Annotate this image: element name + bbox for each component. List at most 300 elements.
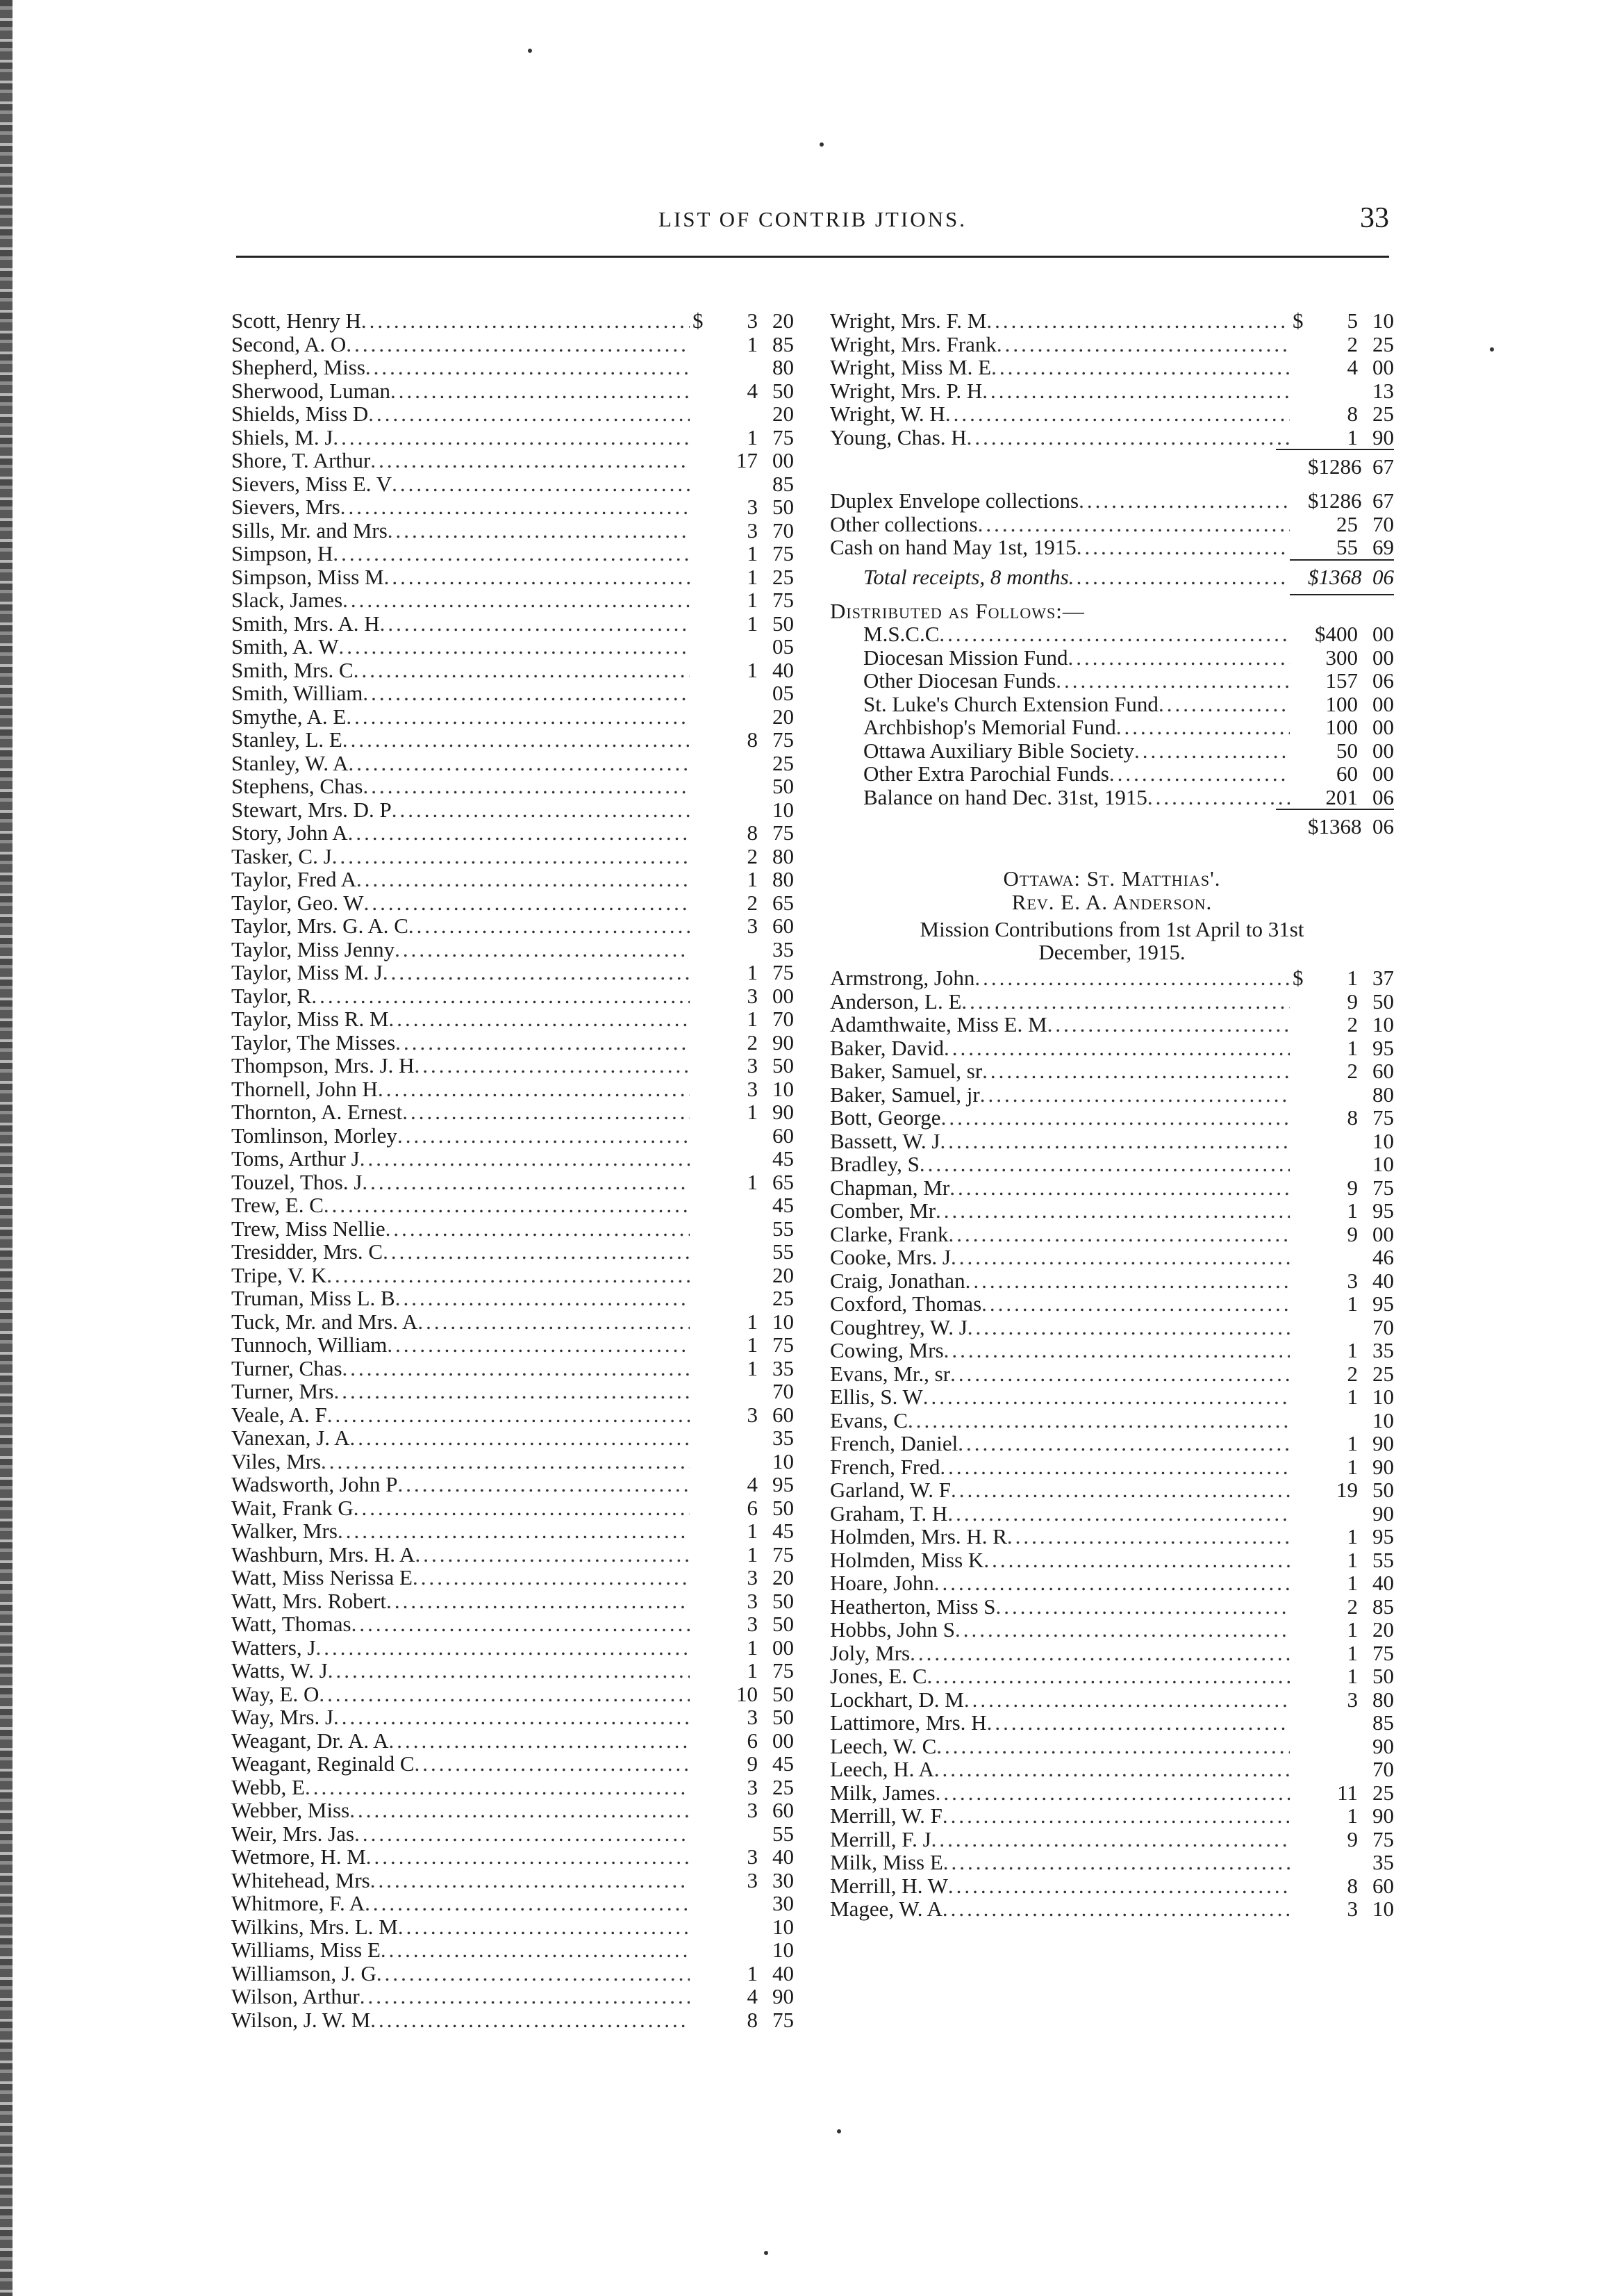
amount-dollars: 1 bbox=[1347, 966, 1358, 990]
contribution-row bbox=[231, 1147, 794, 1171]
amount-cents: 35 bbox=[1372, 1338, 1394, 1362]
dot-leader bbox=[386, 1589, 690, 1613]
dot-leader bbox=[324, 1194, 690, 1217]
contribution-row bbox=[830, 1548, 1394, 1572]
amount-dollars: 1 bbox=[747, 1169, 758, 1194]
amount bbox=[690, 868, 794, 891]
contribution-row bbox=[231, 2008, 794, 2032]
amount-cents: 20 bbox=[772, 1565, 794, 1589]
amount bbox=[690, 1450, 794, 1473]
amount-dollars: 201 bbox=[1325, 784, 1358, 809]
amount bbox=[1290, 1246, 1394, 1269]
amount bbox=[1290, 1199, 1394, 1223]
contributor-name: Smythe, A. E bbox=[231, 704, 347, 729]
dot-leader bbox=[936, 1199, 1290, 1223]
contribution-row bbox=[231, 565, 794, 589]
amount-cents: 50 bbox=[772, 495, 794, 519]
contribution-row bbox=[231, 1100, 794, 1124]
contributor-name: Young, Chas. H bbox=[830, 424, 967, 449]
contribution-row bbox=[231, 472, 794, 496]
amount-dollars: 1 bbox=[747, 1635, 758, 1660]
subtotal-amount: $1286 67 bbox=[1276, 449, 1394, 484]
dot-leader bbox=[370, 449, 690, 472]
amount-cents: 00 bbox=[1372, 738, 1394, 763]
amount-cents: 25 bbox=[772, 1774, 794, 1799]
amount-dollars: 1 bbox=[747, 541, 758, 565]
amount-dollars: 3 bbox=[747, 495, 758, 519]
amount-cents: 75 bbox=[772, 1542, 794, 1567]
contribution-row bbox=[231, 1752, 794, 1776]
amount bbox=[1290, 426, 1394, 449]
amount-cents: 60 bbox=[772, 1402, 794, 1427]
contribution-row bbox=[231, 845, 794, 868]
contributor-name: Hobbs, John S bbox=[830, 1617, 956, 1642]
amount-cents: 30 bbox=[772, 1891, 794, 1915]
dot-leader bbox=[955, 1618, 1290, 1642]
amount-cents: 10 bbox=[772, 1938, 794, 1962]
dot-leader bbox=[948, 1223, 1290, 1246]
dot-leader bbox=[948, 1874, 1290, 1898]
amount bbox=[690, 1426, 794, 1450]
page-number: 33 bbox=[1360, 202, 1389, 234]
distributed-total-amount: $1368 06 bbox=[1276, 809, 1394, 843]
amount-cents: 35 bbox=[772, 936, 794, 961]
page-binding-edge bbox=[0, 0, 13, 2296]
amount bbox=[1290, 1897, 1394, 1921]
dot-leader bbox=[361, 309, 690, 333]
dot-leader bbox=[384, 565, 690, 589]
dot-leader bbox=[387, 1333, 690, 1357]
amount-cents: 46 bbox=[1372, 1245, 1394, 1269]
contributor-name: Watt, Mrs. Robert bbox=[231, 1588, 387, 1613]
dot-leader bbox=[415, 1054, 690, 1077]
contributor-name: Clarke, Frank bbox=[830, 1221, 949, 1246]
amount-dollars: 4 bbox=[747, 1984, 758, 2008]
contributor-name: Smith, Mrs. A. H bbox=[231, 611, 380, 636]
amount bbox=[690, 1612, 794, 1636]
contribution-row bbox=[231, 449, 794, 472]
amount-dollars: 25 bbox=[1336, 511, 1358, 536]
contribution-row bbox=[231, 705, 794, 729]
dot-leader bbox=[389, 1007, 690, 1031]
dot-leader bbox=[333, 1706, 690, 1729]
contributor-name: Taylor, The Misses bbox=[231, 1030, 396, 1055]
amount-dollars: 3 bbox=[747, 308, 758, 333]
amount bbox=[1290, 646, 1394, 670]
contribution-row bbox=[231, 1240, 794, 1264]
contributor-name: Baker, David bbox=[830, 1035, 945, 1060]
contributor-name: Taylor, Miss Jenny bbox=[231, 936, 395, 961]
scan-speck bbox=[528, 49, 532, 53]
contributor-name: Vanexan, J. A bbox=[231, 1426, 350, 1450]
amount bbox=[1290, 1502, 1394, 1526]
contributor-name: Other Diocesan Funds bbox=[863, 668, 1056, 693]
amount-dollars: 1 bbox=[1347, 1338, 1358, 1362]
amount bbox=[690, 728, 794, 752]
amount bbox=[690, 1054, 794, 1077]
dot-leader bbox=[1116, 716, 1290, 739]
amount bbox=[690, 1147, 794, 1171]
dot-leader bbox=[390, 379, 690, 403]
contribution-row bbox=[231, 1473, 794, 1496]
amount-cents: 00 bbox=[772, 1728, 794, 1753]
dot-leader bbox=[978, 513, 1290, 536]
dot-leader bbox=[383, 961, 690, 984]
contributor-name: Adamthwaite, Miss E. M bbox=[830, 1012, 1047, 1036]
amount bbox=[1290, 716, 1394, 739]
contributor-name: Merrill, W. F bbox=[830, 1803, 943, 1828]
amount-dollars: 3 bbox=[747, 1867, 758, 1892]
dot-leader bbox=[328, 1659, 690, 1683]
contributor-name: Taylor, Miss R. M bbox=[231, 1007, 389, 1031]
contributor-name: Tunnoch, William bbox=[231, 1332, 388, 1357]
amount bbox=[1290, 1362, 1394, 1386]
amount-dollars: 10 bbox=[736, 1681, 758, 1706]
dot-leader bbox=[967, 426, 1290, 449]
dot-leader bbox=[395, 1287, 690, 1310]
contributor-name: Stanley, L. E bbox=[231, 727, 342, 752]
amount-cents: 85 bbox=[1372, 1594, 1394, 1619]
amount-cents: 75 bbox=[772, 1332, 794, 1357]
contribution-row bbox=[830, 1362, 1394, 1386]
page-header bbox=[236, 201, 1389, 243]
contributor-name: Trew, E. C bbox=[231, 1193, 324, 1217]
amount-cents: 75 bbox=[772, 541, 794, 565]
amount-dollars: 100 bbox=[1325, 715, 1358, 739]
amount-cents: 00 bbox=[772, 1635, 794, 1660]
dot-leader bbox=[983, 1548, 1290, 1572]
amount-cents: 05 bbox=[772, 681, 794, 705]
contribution-row bbox=[231, 798, 794, 822]
amount bbox=[690, 1915, 794, 1939]
contributor-name: Sievers, Mrs bbox=[231, 495, 340, 519]
amount-dollars: 6 bbox=[747, 1495, 758, 1520]
dot-leader bbox=[346, 333, 690, 356]
contribution-row bbox=[830, 356, 1394, 379]
amount-dollars: 1 bbox=[1347, 1385, 1358, 1409]
amount-cents: 25 bbox=[1372, 1780, 1394, 1805]
header-rule bbox=[236, 256, 1389, 258]
amount-dollars: 3 bbox=[1347, 1897, 1358, 1921]
contributor-name: Leech, W. C bbox=[830, 1733, 937, 1758]
dot-leader bbox=[327, 1403, 690, 1427]
amount-dollars: 17 bbox=[736, 448, 758, 472]
amount-dollars: 1 bbox=[1347, 1803, 1358, 1828]
amount-cents: 55 bbox=[1372, 1547, 1394, 1572]
dot-leader bbox=[927, 1665, 1290, 1688]
dot-leader bbox=[349, 1799, 690, 1822]
amount-dollars: 19 bbox=[1336, 1478, 1358, 1502]
dot-leader bbox=[944, 1339, 1290, 1362]
dot-leader bbox=[395, 1031, 690, 1055]
amount-dollars: 2 bbox=[747, 843, 758, 868]
contributor-name: Taylor, Miss M. J bbox=[231, 960, 383, 984]
distributed-total-row bbox=[830, 809, 1394, 839]
contribution-row bbox=[830, 402, 1394, 426]
contributor-name: Weagant, Dr. A. A bbox=[231, 1728, 389, 1753]
amount bbox=[690, 821, 794, 845]
amount-dollars: 2 bbox=[1347, 1059, 1358, 1083]
contributor-name: Sherwood, Luman bbox=[231, 378, 391, 403]
amount bbox=[1290, 1385, 1394, 1409]
contributor-name: French, Daniel bbox=[830, 1431, 958, 1455]
amount bbox=[690, 845, 794, 868]
amount bbox=[690, 1403, 794, 1427]
contribution-row bbox=[231, 1310, 794, 1334]
amount bbox=[690, 1496, 794, 1520]
scan-speck bbox=[1490, 347, 1494, 352]
amount-cents: 90 bbox=[1372, 1431, 1394, 1455]
dot-leader bbox=[991, 356, 1290, 379]
amount: $ 1 37 bbox=[1293, 966, 1394, 990]
amount-dollars: 100 bbox=[1325, 691, 1358, 716]
contribution-row bbox=[830, 1316, 1394, 1339]
amount bbox=[690, 1659, 794, 1683]
contributor-name: Leech, H. A bbox=[830, 1757, 934, 1781]
contributor-name: Wright, Mrs. F. M bbox=[830, 308, 987, 333]
amount-dollars: 3 bbox=[747, 1588, 758, 1613]
amount-cents: 65 bbox=[772, 890, 794, 915]
amount bbox=[690, 1938, 794, 1962]
contributor-name: Wright, Miss M. E bbox=[830, 355, 992, 379]
amount bbox=[690, 1892, 794, 1915]
amount-dollars: 3 bbox=[1347, 1687, 1358, 1712]
dot-leader bbox=[354, 1822, 690, 1846]
amount-dollars: 2 bbox=[1347, 331, 1358, 356]
dot-leader bbox=[949, 1176, 1290, 1200]
amount bbox=[690, 1077, 794, 1101]
amount bbox=[1290, 1083, 1394, 1107]
amount-cents: 10 bbox=[772, 1309, 794, 1334]
amount bbox=[690, 379, 794, 403]
contributor-name: Veale, A. F bbox=[231, 1402, 327, 1427]
contributor-name: Williams, Miss E bbox=[231, 1938, 381, 1962]
amount: $ 5 10 bbox=[1293, 308, 1394, 333]
amount bbox=[1290, 1548, 1394, 1572]
contributor-name: Milk, Miss E bbox=[830, 1850, 943, 1874]
contributor-name: Holmden, Miss K bbox=[830, 1547, 984, 1572]
amount-cents: 25 bbox=[772, 750, 794, 775]
amount-cents: 90 bbox=[1372, 1501, 1394, 1526]
contributor-name: Archbishop's Memorial Fund bbox=[863, 715, 1116, 739]
contribution-row bbox=[231, 1077, 794, 1101]
amount-cents: 80 bbox=[772, 843, 794, 868]
amount-cents: 90 bbox=[1372, 424, 1394, 449]
amount bbox=[690, 1217, 794, 1241]
contribution-row bbox=[231, 1845, 794, 1869]
contributor-name: Watt, Miss Nerissa E bbox=[231, 1565, 413, 1589]
contribution-row bbox=[231, 1915, 794, 1939]
amount bbox=[690, 1473, 794, 1496]
amount-cents: 60 bbox=[1372, 1873, 1394, 1898]
amount-dollars: 1 bbox=[1347, 1035, 1358, 1060]
dot-leader bbox=[365, 1892, 690, 1915]
contributor-name: French, Fred bbox=[830, 1454, 940, 1479]
amount bbox=[690, 984, 794, 1008]
dot-leader bbox=[363, 775, 690, 798]
amount bbox=[690, 1240, 794, 1264]
dot-leader bbox=[936, 1735, 1290, 1758]
dot-leader bbox=[356, 868, 690, 891]
contributor-name: Tasker, C. J bbox=[231, 843, 332, 868]
amount bbox=[1290, 1269, 1394, 1293]
contributor-name: Bott, George bbox=[830, 1105, 941, 1130]
contribution-row bbox=[231, 1007, 794, 1031]
contributor-name: Webber, Miss bbox=[231, 1798, 350, 1822]
contributor-name: Williamson, J. G bbox=[231, 1960, 376, 1985]
amount-cents: 95 bbox=[1372, 1291, 1394, 1316]
amount bbox=[1290, 1106, 1394, 1130]
amount-cents: 10 bbox=[1372, 1128, 1394, 1153]
amount-cents: 10 bbox=[1372, 308, 1394, 333]
amount bbox=[690, 1264, 794, 1287]
amount-dollars: 1 bbox=[1347, 1454, 1358, 1479]
amount-dollars: 3 bbox=[747, 983, 758, 1008]
amount-cents: 10 bbox=[772, 1914, 794, 1939]
contribution-row bbox=[231, 984, 794, 1008]
amount-dollars: 1 bbox=[1347, 1640, 1358, 1665]
amount bbox=[1290, 990, 1394, 1014]
amount bbox=[1290, 1223, 1394, 1246]
amount bbox=[690, 775, 794, 798]
amount-cents: 70 bbox=[772, 1379, 794, 1403]
amount-dollars: 8 bbox=[1347, 1873, 1358, 1898]
amount-cents: 45 bbox=[772, 1751, 794, 1776]
contribution-row bbox=[830, 622, 1394, 646]
contributor-name: Thompson, Mrs. J. H bbox=[231, 1053, 415, 1077]
contributor-name: Shepherd, Miss bbox=[231, 355, 365, 379]
dot-leader bbox=[366, 1845, 690, 1869]
amount bbox=[690, 1031, 794, 1055]
amount bbox=[690, 1007, 794, 1031]
dot-leader bbox=[351, 1612, 690, 1636]
amount bbox=[1290, 1804, 1394, 1828]
amount bbox=[690, 472, 794, 496]
contributor-name: Truman, Miss L. B bbox=[231, 1286, 395, 1310]
amount bbox=[1290, 1176, 1394, 1200]
contribution-row bbox=[231, 1612, 794, 1636]
contributor-name: Bassett, W. J bbox=[830, 1128, 940, 1153]
amount-cents: 25 bbox=[1372, 1361, 1394, 1386]
contribution-row bbox=[830, 1735, 1394, 1758]
dot-leader bbox=[311, 984, 690, 1008]
amount bbox=[1290, 1525, 1394, 1548]
amount-cents: 10 bbox=[1372, 1407, 1394, 1432]
dot-leader bbox=[333, 542, 690, 565]
contributor-name: Taylor, R bbox=[231, 983, 312, 1008]
amount bbox=[1290, 669, 1394, 693]
dot-leader bbox=[315, 1636, 690, 1660]
contributor-name: Lockhart, D. M bbox=[830, 1687, 964, 1712]
contributor-name: Tuck, Mr. and Mrs. A bbox=[231, 1309, 418, 1334]
dot-leader bbox=[332, 845, 690, 868]
dot-leader bbox=[934, 1758, 1290, 1781]
subtotal-row bbox=[830, 449, 1394, 479]
contribution-row bbox=[231, 356, 794, 379]
amount-dollars: 9 bbox=[1347, 1826, 1358, 1851]
dot-leader bbox=[363, 682, 690, 705]
contribution-row bbox=[231, 1869, 794, 1892]
contribution-row bbox=[231, 728, 794, 752]
amount-dollars: 1 bbox=[747, 1519, 758, 1543]
amount-dollars: 3 bbox=[747, 1076, 758, 1101]
amount bbox=[690, 635, 794, 659]
amount-cents: 10 bbox=[1372, 1385, 1394, 1409]
contribution-row bbox=[231, 914, 794, 938]
contributor-name: Stephens, Chas bbox=[231, 774, 363, 798]
amount-dollars: 1 bbox=[1347, 1571, 1358, 1595]
amount-cents: 20 bbox=[772, 704, 794, 729]
amount-cents: 75 bbox=[772, 1658, 794, 1683]
contribution-row bbox=[231, 1938, 794, 1962]
amount-cents: 00 bbox=[1372, 761, 1394, 786]
amount bbox=[1290, 1711, 1394, 1735]
contribution-row bbox=[231, 1054, 794, 1077]
contribution-row bbox=[830, 669, 1394, 693]
contributor-name: Taylor, Mrs. G. A. C bbox=[231, 914, 408, 938]
amount-cents: 40 bbox=[1372, 1268, 1394, 1293]
amount-cents: 55 bbox=[772, 1821, 794, 1846]
dot-leader bbox=[370, 1869, 690, 1892]
contribution-row bbox=[231, 1194, 794, 1217]
contribution-row bbox=[830, 1083, 1394, 1107]
amount bbox=[690, 1566, 794, 1589]
dot-leader bbox=[342, 1357, 690, 1380]
contributor-name: Shields, Miss D bbox=[231, 402, 369, 426]
amount-cents: 60 bbox=[772, 914, 794, 938]
contribution-row bbox=[830, 1804, 1394, 1828]
contribution-row bbox=[231, 1333, 794, 1357]
total-receipts-label: Total receipts, 8 months bbox=[863, 564, 1069, 589]
dot-leader bbox=[987, 1711, 1290, 1735]
contribution-row bbox=[231, 1659, 794, 1683]
contribution-row bbox=[231, 938, 794, 961]
amount-cents: 75 bbox=[772, 424, 794, 449]
amount-dollars: $1286 bbox=[1308, 488, 1362, 513]
amount bbox=[690, 1171, 794, 1194]
contributor-name: Baker, Samuel, jr bbox=[830, 1082, 980, 1107]
contribution-row bbox=[231, 752, 794, 775]
amount-cents: 40 bbox=[772, 1960, 794, 1985]
amount-cents: 50 bbox=[772, 1588, 794, 1613]
dot-leader bbox=[346, 705, 690, 729]
contributor-name: Ellis, S. W bbox=[830, 1385, 923, 1409]
contributor-name: Lattimore, Mrs. H bbox=[830, 1710, 987, 1735]
dot-leader bbox=[980, 1083, 1290, 1107]
dot-leader bbox=[354, 1496, 690, 1520]
contributor-name: Cash on hand May 1st, 1915 bbox=[830, 535, 1077, 559]
contribution-row bbox=[830, 1595, 1394, 1619]
amount-dollars: 8 bbox=[1347, 402, 1358, 426]
amount bbox=[1290, 1781, 1394, 1805]
contributor-name: Bradley, S bbox=[830, 1152, 920, 1176]
amount-cents: 00 bbox=[1372, 1221, 1394, 1246]
amount bbox=[1290, 1153, 1394, 1176]
contributor-list-bottom bbox=[830, 966, 1394, 1921]
amount-cents: 95 bbox=[772, 1472, 794, 1496]
amount-dollars: 300 bbox=[1325, 645, 1358, 670]
amount-dollars: 3 bbox=[747, 914, 758, 938]
amount-dollars: $400 bbox=[1315, 622, 1358, 646]
amount-dollars: 3 bbox=[747, 1798, 758, 1822]
amount-dollars: 1 bbox=[747, 1332, 758, 1357]
amount-cents: 35 bbox=[1372, 1850, 1394, 1874]
contributor-name: Weir, Mrs. Jas bbox=[231, 1821, 355, 1846]
contributor-name: Ottawa Auxiliary Bible Society bbox=[863, 738, 1135, 763]
amount-cents: 50 bbox=[1372, 1664, 1394, 1688]
amount bbox=[690, 333, 794, 356]
amount-dollars: 1 bbox=[747, 960, 758, 984]
